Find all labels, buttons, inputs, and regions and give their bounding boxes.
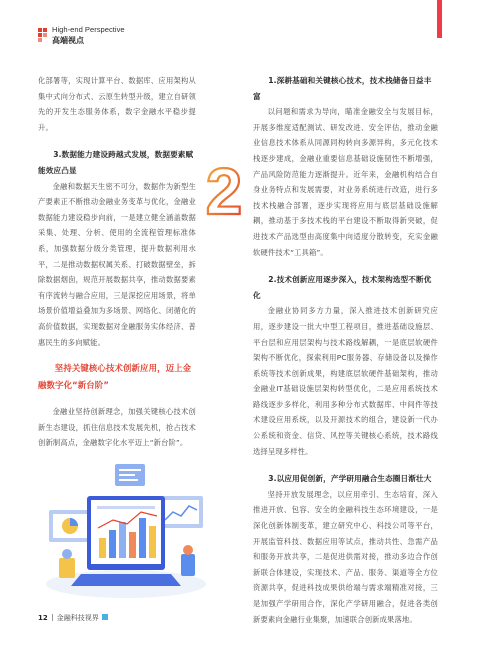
section-number-2-graphic xyxy=(205,160,243,224)
left-subheading: 3.数据能力建设跨越式发展，数据要素赋能效应凸显 xyxy=(38,150,194,175)
left-paragraph-2: 金融和数据天生密不可分，数据作为新型生产要素正不断推动金融业务变革与优化，金融业数据能力建设稳步向前，一是建立健全涵盖数据采集、处理、分析、使用的全流程管理标准体系，加强数据分级分类管理，提升数据利用水平，二是推动数据权属关系、打破数据壁垒，拆除数据烟囱，规范开展数据共享，推动数据要素有序流转与融合应用，三是深挖应用场景，将单场景价值增益叠加为多场景、网络化、闭循化的高价值数据，实现数据对金融服务实体经济、普惠民生的多向赋能。 xyxy=(38,181,196,347)
left-paragraph-3: 金融业坚持创新理念，加强关键核心技术创新生态建设，抓住信息技术发展先机，抢占技术创新制高点，金融数字化水平迈上“新台阶”。 xyxy=(38,407,196,448)
footer-square-icon xyxy=(102,614,108,620)
header-title-cn: 高端视点 xyxy=(52,36,84,45)
section-number: 2 xyxy=(205,160,243,224)
footer-divider xyxy=(52,614,53,621)
corner-accent-bar xyxy=(437,0,442,38)
fintech-illustration xyxy=(41,462,211,602)
right-paragraph-2: 金融业协同多方力量，深入推进技术创新研究应用，逐步建设一批大中型工程项目，推进基础设施层、平台层和应用层架构与技术路线解耦，一是底层软硬件架构不断优化，探索利用PC服务器、存储设备以及操作系统等技术创新成果，构建底层软硬件基础架构，推动金融业IT基础设施层架构转型优化，二是应用系统技术路线逐步多样化，利用多种分布式数据库、中间件等技术建设应用系统，以及开源技术的组合，建设新一代办公系统和资金、信贷、风控等关键核心系统，技术路线选择呈现多样性。 xyxy=(253,306,438,456)
page-number: 12 xyxy=(38,614,48,622)
header-title-en: High-end Perspective xyxy=(52,25,125,34)
right-column xyxy=(253,73,438,627)
header-logo-icon xyxy=(38,28,48,43)
magazine-name: 金融科技视界 xyxy=(56,614,99,622)
left-column xyxy=(38,73,196,451)
left-red-heading: 坚持关键核心技术创新应用，迈上金融数字化“新台阶” xyxy=(38,363,192,391)
page-footer xyxy=(38,613,108,623)
left-paragraph-1: 化部署等，实现计算平台、数据库、应用架构从集中式向分布式、云原生转型升级，建立自研领先的开发生态服务体系，数字金融水平稳步提升。 xyxy=(38,76,196,132)
right-subheading-3: 3.以应用促创新，产学研用融合生态圈日渐壮大 xyxy=(268,474,432,484)
right-paragraph-1: 以问题和需求为导向，瞄准金融安全与发展目标，开展多维度适配测试、研发改进、安全评估，推动金融业信息技术体系从同源同构转向多源异构，多元化技术栈逐步建成，金融业重要信息基础设施韧性不断增强，产品风险防范能力逐渐提升。近年来，金融机构结合自身业务特点和发展需要，对业务系统进行改造，进行多技术栈融合部署，逐步实现将应用与底层基础设施解耦，推动基于多技术栈的平台建设不断取得新突破，促进技术产品选型由高度集中向适度分散转变，充实金融软硬件技术“工具箱”。 xyxy=(253,107,438,257)
right-subheading-2: 2.技术创新应用逐步深入，技术架构选型不断优化 xyxy=(253,275,432,300)
right-subheading-1: 1.深耕基础和关键核心技术，技术栈储备日益丰富 xyxy=(253,76,432,101)
right-paragraph-3: 坚持开放发展理念，以应用牵引、生态培育，深入推进开放、包容、安全的金融科技生态环境建设，一是深化创新体制变革，建立研究中心、科技公司等平台，开展监管科技、数据应用等试点，推动共性、急需产品和服务开放共享，二是促进供需对接，推动多边合作创新联合体建设，实现技术、产品、服务、渠道等全方位资源共享，促进科技成果供给端与需求端精准对接，三是加强产学研用合作，深化产学研用融合，促进各类创新要素向金融行业集聚，加速联合创新成果落地。 xyxy=(253,489,438,624)
